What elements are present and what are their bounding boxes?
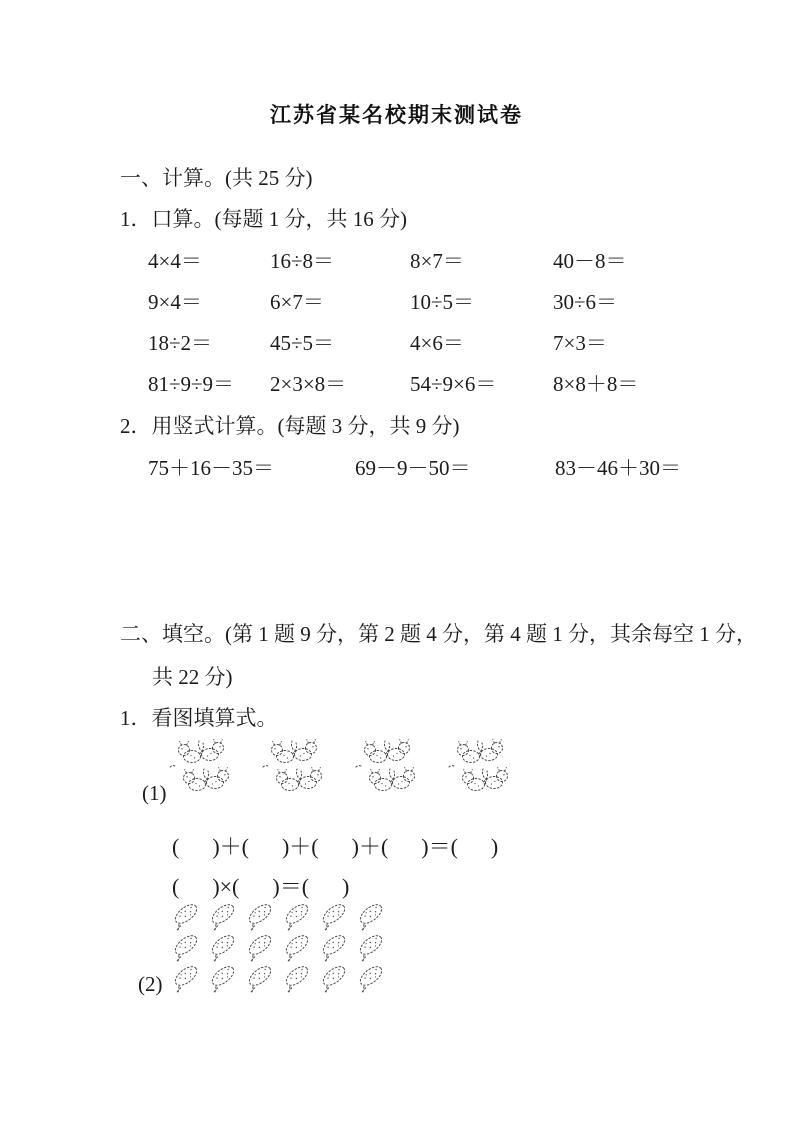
part2-number: (2) [138, 972, 163, 996]
oral-problem: 81÷9÷9＝ [148, 372, 235, 396]
corn-cob-image [277, 962, 314, 993]
animal-groups-row [168, 735, 531, 797]
oral-problem: 6×7＝ [270, 290, 324, 314]
vertical-calc-label: 2．用竖式计算。(每题 3 分，共 9 分) [120, 414, 460, 438]
corn-cob-image [277, 931, 314, 962]
vertical-problem: 83－46＋30＝ [555, 456, 681, 480]
oral-problem: 10÷5＝ [410, 290, 475, 314]
oral-problem: 9×4＝ [148, 290, 202, 314]
corn-cob-image [240, 962, 277, 993]
corn-cob-image [240, 931, 277, 962]
animal-group-image [168, 735, 252, 797]
multiplication-equation-blanks: ( )×( )＝( ) [172, 874, 350, 899]
oral-problem: 54÷9×6＝ [410, 372, 497, 396]
fill-picture-label: 1．看图填算式。 [120, 706, 278, 730]
oral-problem: 40－8＝ [553, 249, 627, 273]
corn-cob-image [166, 900, 203, 931]
oral-problem: 7×3＝ [553, 331, 607, 355]
addition-equation-blanks: ( )＋( )＋( )＋( )＝( ) [172, 834, 499, 859]
oral-problem: 8×8＋8＝ [553, 372, 639, 396]
corn-cob-image [314, 962, 351, 993]
corn-cob-image [314, 931, 351, 962]
section-one-heading: 一、计算。(共 25 分) [120, 166, 313, 190]
oral-problem: 18÷2＝ [148, 331, 213, 355]
corn-cob-image [277, 900, 314, 931]
vertical-calc-row [148, 456, 681, 480]
animal-group-image [261, 735, 345, 797]
corn-cob-image [351, 962, 388, 993]
oral-problem: 45÷5＝ [270, 331, 335, 355]
oral-problem: 8×7＝ [410, 249, 464, 273]
corn-cob-image [351, 900, 388, 931]
corn-cob-image [166, 962, 203, 993]
oral-problem: 2×3×8＝ [270, 372, 347, 396]
oral-problem: 4×6＝ [410, 331, 464, 355]
section-two-heading-line2: 共 22 分) [152, 665, 233, 689]
corn-cob-image [166, 931, 203, 962]
oral-calc-label: 1．口算。(每题 1 分，共 16 分) [120, 207, 407, 231]
oral-calc-grid [148, 249, 638, 396]
animal-group-image [354, 735, 438, 797]
oral-problem: 4×4＝ [148, 249, 202, 273]
oral-problem: 30÷6＝ [553, 290, 618, 314]
section-two-heading-line1: 二、填空。(第 1 题 9 分，第 2 题 4 分，第 4 题 1 分，其余每空 1 分， [120, 622, 757, 646]
animal-group-image [447, 735, 531, 797]
vertical-problem: 75＋16－35＝ [148, 456, 274, 480]
corn-cob-image [240, 900, 277, 931]
part1-number: (1) [142, 781, 167, 805]
corn-cob-image [203, 900, 240, 931]
corn-cob-image [351, 931, 388, 962]
corn-cob-image [203, 962, 240, 993]
page-title: 江苏省某名校期末测试卷 [270, 103, 523, 127]
oral-problem: 16÷8＝ [270, 249, 335, 273]
vertical-problem: 69－9－50＝ [355, 456, 471, 480]
corn-grid-image [166, 900, 388, 993]
corn-cob-image [203, 931, 240, 962]
corn-cob-image [314, 900, 351, 931]
